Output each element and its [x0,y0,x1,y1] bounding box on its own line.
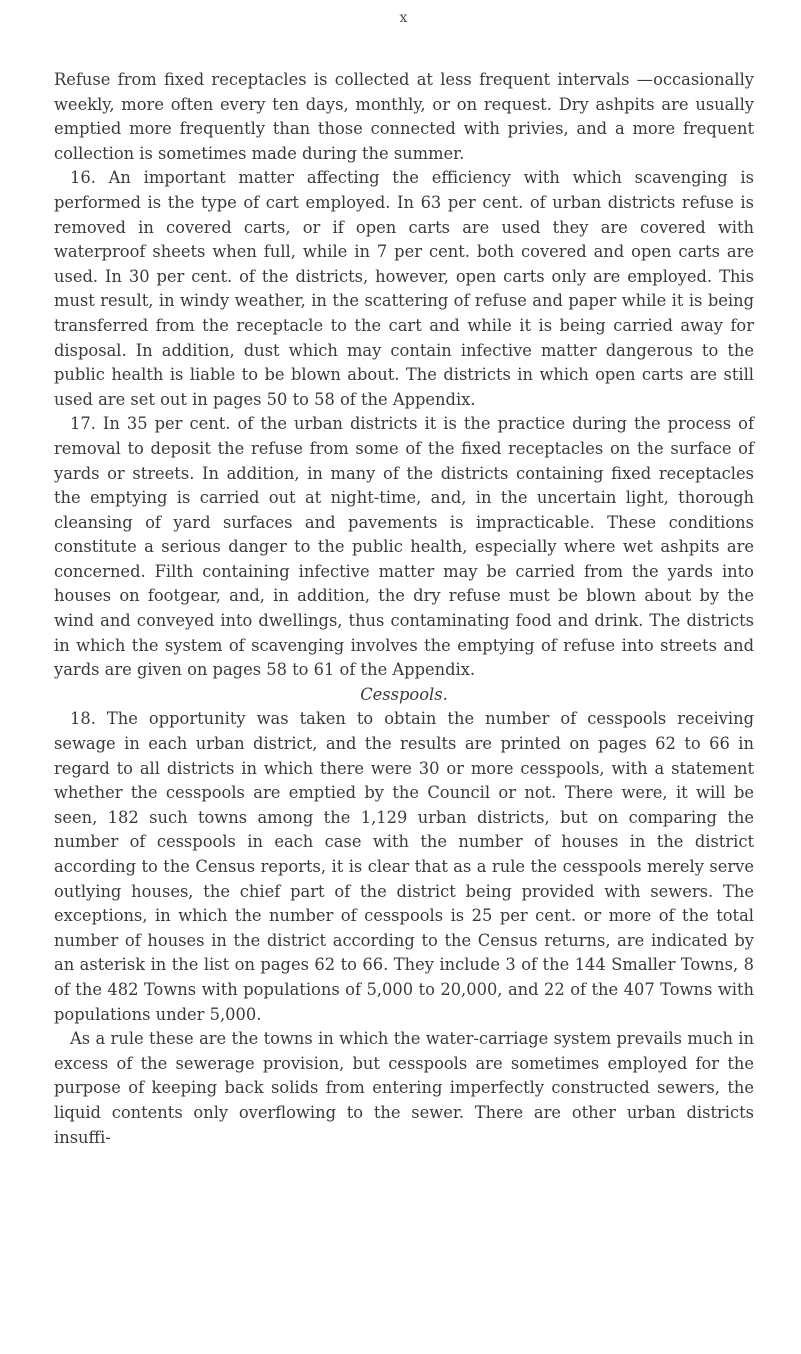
page-number: x [399,10,409,26]
paragraph-refuse-collection: Refuse from fixed receptacles is collected at less frequent intervals —occasionally weekly, more often every ten days, monthly, or on request. Dry ashpits are usually emptied more frequently than those connected with privies, and a more frequent collection is sometimes made during the summer. [54,70,754,163]
paragraph-16-carts: 16. An important matter affecting the efficiency with which scavenging is performed is the type of cart employed. In 63 per cent. of urban districts refuse is removed in covered carts, or if open carts are used they are covered with waterproof sheets when full, while in 7 per cent. both covered and open carts are used. In 30 per cent. of the districts, however, open carts only are employed. This must result, in windy weather, in the scattering of refuse and paper while it is being transferred from the receptacle to the cart and while it is being carried away for disposal. In addition, dust which may contain infective matter dangerous to the public health is liable to be blown about. The districts in which open carts are still used are set out in pages 50 to 58 of the Appendix. [54,168,754,409]
paragraph-water-carriage: As a rule these are the towns in which the water-carriage system prevails much in excess of the sewerage provision, but cesspools are sometimes employed for the purpose of keeping back solids from entering imperfectly constructed sewers, the liquid contents only overflowing to the sewer. There are other urban districts insuffi- [54,1029,754,1147]
paragraph-18-cesspools: 18. The opportunity was taken to obtain the number of cesspools receiving sewage in each urban district, and the results are printed on pages 62 to 66 in regard to all districts in which there were 30 or more cesspools, with a statement whether the cesspools are emptied by the Council or not. There were, it will be seen, 182 such towns among the 1,129 urban districts, but on comparing the number of cesspools in each case with the number of houses in the district according to the Census reports, it is clear that as a rule the cesspools merely serve outlying houses, the chief part of the district being provided with sewers. The exceptions, in which the number of cesspools is 25 per cent. or more of the total number of houses in the district according to the Census returns, are indicated by an asterisk in the list on pages 62 to 66. They include 3 of the 144 Smaller Towns, 8 of the 482 Towns with populations of 5,000 to 20,000, and 22 of the 407 Towns with populations under 5,000. [54,709,754,1024]
paragraph-17-deposit: 17. In 35 per cent. of the urban districts it is the practice during the process of removal to deposit the refuse from some of the fixed receptacles on the surface of yards or streets. In addition, in many of the districts containing fixed receptacles the emptying is carried out at night-time, and, in the uncertain light, thorough cleansing of yard surfaces and pavements is impracticable. These conditions constitute a serious danger to the public health, especially where wet ashpits are concerned. Filth containing infective matter may be carried from the yards into houses on footgear, and, in addition, the dry refuse must be blown about by the wind and conveyed into dwellings, thus contaminating food and drink. The districts in which the system of scavenging involves the emptying of refuse into streets and yards are given on pages 58 to 61 of the Appendix. [54,414,754,680]
section-heading-cesspools: Cesspools. [360,684,448,704]
body-text [54,68,754,1150]
